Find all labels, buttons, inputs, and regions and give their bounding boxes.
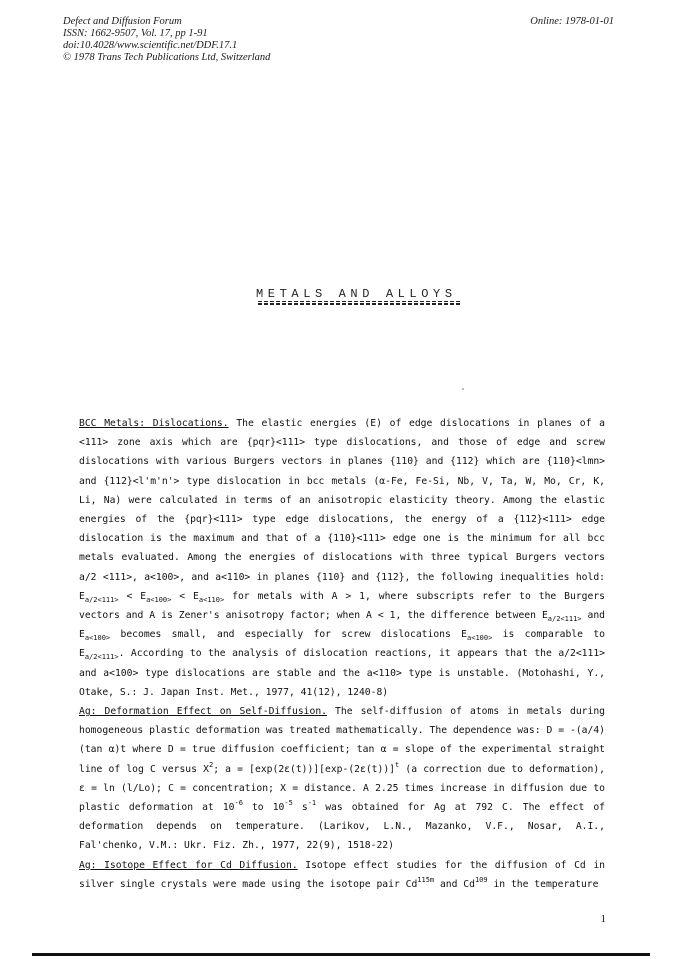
paragraph-heading: BCC Metals: Dislocations.	[79, 418, 229, 429]
abstracts-body	[79, 414, 605, 894]
section-title: METALS AND ALLOYS	[256, 287, 457, 301]
abstract-ag-deformation: Ag: Deformation Effect on Self-Diffusion. The self-diffusion of atoms in metals during homogeneous plastic deformation was treated mathematically. The dependence was: D = -(a/4)(tan α)t where D = true diffusion coefficient; tan α = slope of the experimental straight line of log C versus $X^2$; $a = [\exp(2\varepsilon(t))][\exp-(2\varepsilon(t))]^t$ (a correction due to deformation), ε = ln (l/Lo); C = concentration; X = distance. A 2.25 times increase in diffusion due to plastic deformation at $10^{-6}$ to $10^{-5}$ $s^{-1}$ was obtained for Ag at 792 C. The effect of deformation depends on temperature. (Larikov, L.N., Mazanko, V.F., Nosar, A.I., Fal'chenko, V.M.: Ukr. Fiz. Zh., 1977, 22(9), 1518-22)	[79, 706, 606, 852]
page-number: 1	[600, 913, 606, 925]
journal-copyright: © 1978 Trans Tech Publications Ltd, Switzerland	[63, 52, 271, 63]
abstract-ag-isotope: Ag: Isotope Effect for Cd Diffusion. Isotope effect studies for the diffusion of Cd in silver single crystals were made using the isotope pair $Cd^{115m}$ and Cd$^{109}$ in the temperature	[79, 859, 605, 890]
paragraph-heading: Ag: Isotope Effect for Cd Diffusion.	[79, 859, 298, 871]
journal-name: Defect and Diffusion Forum	[63, 16, 182, 27]
section-title-double-rule	[258, 301, 460, 305]
journal-doi[interactable]: doi:10.4028/www.scientific.net/DDF.17.1	[63, 40, 238, 51]
abstract-bcc-dislocations: BCC Metals: Dislocations. The elastic energies (E) of edge dislocations in planes of a <111> zone axis which are {pqr}<111> type dislocations, and those of edge and screw dislocations with various Burgers vectors in planes {110} and {112} which are {110}<lmn> and {112}<l'm'n'> type dislocation in bcc metals (α-Fe, Fe-Si, Nb, V, Ta, W, Mo, Cr, K, Li, Na) were calculated in terms of an anisotropic elasticity theory. Among the elastic energies of the {pqr}<111> type edge dislocations, the energy of a {112}<111> edge dislocation is the maximum and that of a {110}<111> edge one is the minimum for all bcc metals evaluated. Among the energies of dislocations with three typical Burgers vectors a/2 <111>, a<100>, and a<110> in planes {110} and {112}, the following inequalities hold: $E_{a/2<111>} < E_{a<100>} < E_{a<110>}$ for metals with A > 1, where subscripts refer to the Burgers vectors and A is Zener's anisotropy factor; when A < 1, the difference between $E_{a/2<111>}$ and $E_{a<100>}$ becomes small, and especially for screw dislocations $E_{a<100>}$ is comparable to $E_{a/2<111>}$. According to the analysis of dislocation reactions, it appears that the a/2<111> and a<100> type dislocations are stable and the a<110> type is unstable. (Motohashi, Y., Otake, S.: J. Japan Inst. Met., 1977, 41(12), 1240-8)	[79, 418, 606, 698]
paragraph-heading: Ag: Deformation Effect on Self-Diffusion.	[79, 706, 327, 718]
footer-rule	[32, 953, 650, 956]
journal-header	[63, 16, 270, 64]
journal-issn: ISSN: 1662-9507, Vol. 17, pp 1-91	[63, 28, 208, 39]
online-date: Online: 1978-01-01	[530, 16, 614, 27]
scan-speck	[462, 388, 464, 390]
